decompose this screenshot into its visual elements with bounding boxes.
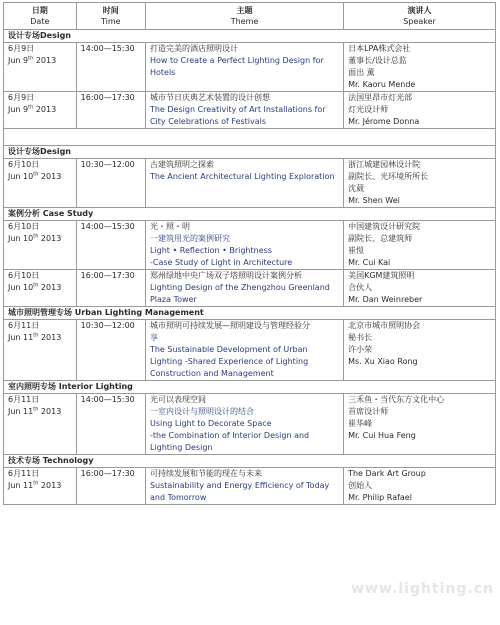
speaker-line: 首席设计师 (348, 407, 389, 416)
date-en (8, 282, 72, 294)
header-row (4, 3, 496, 30)
date-en (8, 332, 72, 344)
session-speaker (344, 159, 496, 208)
date-year: 2013 (38, 333, 62, 342)
theme-line: and Tomorrow (149, 493, 207, 502)
theme-line: The Design Creativity of Art Installations for (149, 105, 326, 114)
session-row (4, 43, 496, 92)
theme-line: -the Combination of Interior Design and (149, 431, 310, 440)
date-year: 2013 (38, 283, 62, 292)
session-theme (145, 394, 343, 455)
speaker-line: 崔华峰 (348, 419, 373, 428)
section-row (4, 208, 496, 221)
date-year: 2013 (38, 234, 62, 243)
speaker-line: 副院长、总建筑师 (348, 234, 413, 243)
section-title: 设计专场Design (4, 146, 496, 159)
speaker-line: 副院长、光环境所所长 (348, 172, 429, 181)
section-row (4, 146, 496, 159)
speaker-line: 面出 薰 (348, 68, 375, 77)
theme-line: Plaza Tower (149, 295, 197, 304)
speaker-line: 法国里昂市灯光部 (348, 93, 413, 102)
theme-line: Using Light to Decorate Space (149, 419, 272, 428)
session-time: 10:30—12:00 (76, 320, 145, 381)
theme-line: Construction and Management (149, 369, 274, 378)
watermark: www.lighting.cn (351, 581, 494, 597)
session-date (4, 320, 77, 381)
theme-line: Light • Reflection • Brightness (149, 246, 272, 255)
speaker-line: 中国建筑设计研究院 (348, 222, 421, 231)
session-row (4, 159, 496, 208)
date-en-day: Jun 11 (8, 407, 34, 416)
section-row (4, 30, 496, 43)
speaker-line: Mr. Kaoru Mende (348, 80, 416, 89)
date-zh: 6月9日 (8, 44, 35, 53)
session-speaker (344, 270, 496, 307)
session-speaker (344, 92, 496, 129)
session-date (4, 468, 77, 505)
theme-line: 城市照明可持续发展—照明建设与管理经验分 (149, 321, 310, 330)
speaker-line: Mr. Shen Wei (348, 196, 400, 205)
date-suffix: th (28, 104, 34, 111)
date-en (8, 480, 72, 492)
session-date (4, 43, 77, 92)
session-row (4, 92, 496, 129)
date-suffix: th (33, 406, 39, 413)
date-suffix: th (33, 282, 39, 289)
section-title: 设计专场Design (4, 30, 496, 43)
session-speaker (344, 394, 496, 455)
header-date: 日期 Date (4, 3, 77, 30)
session-time: 10:30—12:00 (76, 159, 145, 208)
speaker-line: Ms. Xu Xiao Rong (348, 357, 418, 366)
date-zh: 6月9日 (8, 93, 35, 102)
date-year: 2013 (38, 407, 62, 416)
session-theme (145, 221, 343, 270)
session-date (4, 270, 77, 307)
date-year: 2013 (38, 481, 62, 490)
speaker-line: 北京市城市照明协会 (348, 321, 421, 330)
date-en-day: Jun 9 (8, 56, 29, 65)
theme-line: The Ancient Architectural Lighting Exploration (149, 172, 335, 181)
date-en-day: Jun 11 (8, 333, 34, 342)
section-row (4, 307, 496, 320)
date-suffix: th (28, 55, 34, 62)
theme-line: Sustainability and Energy Efficiency of Today (149, 481, 330, 490)
spacer-cell (4, 129, 496, 146)
date-zh: 6月11日 (8, 321, 40, 330)
date-en-day: Jun 10 (8, 172, 34, 181)
date-en-day: Jun 10 (8, 234, 34, 243)
date-zh: 6月10日 (8, 271, 40, 280)
date-en (8, 171, 72, 183)
theme-line: 光・照・明 (149, 222, 190, 231)
date-en-day: Jun 9 (8, 105, 29, 114)
session-time: 14:00—15:30 (76, 394, 145, 455)
speaker-line: 崔愷 (348, 246, 365, 255)
theme-line: 享 (149, 333, 158, 342)
theme-line: Hotels (149, 68, 176, 77)
theme-line: City Celebrations of Festivals (149, 117, 267, 126)
section-title: 城市照明管理专场 Urban Lighting Management (4, 307, 496, 320)
speaker-line: Mr. Jérome Donna (348, 117, 420, 126)
theme-line: 一室内设计与照明设计的结合 (149, 407, 254, 416)
theme-line: 可持续发展和节能的现在与未来 (149, 469, 262, 478)
date-en-day: Jun 10 (8, 283, 34, 292)
session-theme (145, 159, 343, 208)
theme-line: 一建筑用光的案例研究 (149, 234, 230, 243)
header-speaker: 演讲人 Speaker (344, 3, 496, 30)
speaker-line: Mr. Cui Kai (348, 258, 391, 267)
session-speaker (344, 43, 496, 92)
session-speaker (344, 221, 496, 270)
date-en (8, 406, 72, 418)
date-en-day: Jun 11 (8, 481, 34, 490)
session-date (4, 159, 77, 208)
session-theme (145, 92, 343, 129)
speaker-line: Mr. Cui Hua Feng (348, 431, 416, 440)
theme-line: The Sustainable Development of Urban (149, 345, 308, 354)
speaker-line: 秘书长 (348, 333, 373, 342)
session-time: 16:00—17:30 (76, 270, 145, 307)
speaker-line: 合伙人 (348, 283, 373, 292)
spacer-row (4, 129, 496, 146)
date-year: 2013 (33, 56, 57, 65)
session-date (4, 394, 77, 455)
speaker-line: 许小荣 (348, 345, 373, 354)
session-row (4, 221, 496, 270)
date-en (8, 55, 72, 67)
theme-line: How to Create a Perfect Lighting Design for (149, 56, 324, 65)
session-theme (145, 270, 343, 307)
theme-line: Lighting -Shared Experience of Lighting (149, 357, 309, 366)
session-speaker (344, 320, 496, 381)
date-zh: 6月11日 (8, 395, 40, 404)
header-theme: 主题 Theme (145, 3, 343, 30)
speaker-line: 董事长/设计总监 (348, 56, 407, 65)
session-speaker (344, 468, 496, 505)
date-zh: 6月10日 (8, 160, 40, 169)
theme-line: 郑州绿地中央广场双子塔照明设计案例分析 (149, 271, 302, 280)
speaker-line: 创始人 (348, 481, 373, 490)
header-time: 时间 Time (76, 3, 145, 30)
date-en (8, 104, 72, 116)
speaker-line: 美国KGM建筑照明 (348, 271, 415, 280)
session-date (4, 92, 77, 129)
session-row (4, 320, 496, 381)
session-row (4, 394, 496, 455)
date-year: 2013 (33, 105, 57, 114)
date-suffix: th (33, 171, 39, 178)
speaker-line: 沈葳 (348, 184, 365, 193)
section-row (4, 381, 496, 394)
session-time: 16:00—17:30 (76, 92, 145, 129)
date-zh: 6月10日 (8, 222, 40, 231)
date-year: 2013 (38, 172, 62, 181)
schedule-body (4, 30, 496, 505)
section-title: 技术专场 Technology (4, 455, 496, 468)
session-row (4, 270, 496, 307)
session-theme (145, 320, 343, 381)
theme-line: Lighting Design of the Zhengzhou Greenland (149, 283, 330, 292)
date-suffix: th (33, 480, 39, 487)
session-theme (145, 468, 343, 505)
speaker-line: 日本LPA株式会社 (348, 44, 411, 53)
session-date (4, 221, 77, 270)
theme-line: 光可以表现空间 (149, 395, 206, 404)
theme-line: -Case Study of Light in Architecture (149, 258, 293, 267)
speaker-line: Mr. Dan Weinreber (348, 295, 423, 304)
section-title: 案例分析 Case Study (4, 208, 496, 221)
theme-line: 古建筑照明之探索 (149, 160, 214, 169)
speaker-line: The Dark Art Group (348, 469, 426, 478)
speaker-line: 灯光设计师 (348, 105, 389, 114)
theme-line: 城市节日庆典艺术装置的设计创想 (149, 93, 270, 102)
date-suffix: th (33, 233, 39, 240)
date-en (8, 233, 72, 245)
section-title: 室内照明专场 Interior Lighting (4, 381, 496, 394)
date-suffix: th (33, 332, 39, 339)
theme-line: 打造完美的酒店照明设计 (149, 44, 238, 53)
speaker-line: 浙江城建园林设计院 (348, 160, 421, 169)
speaker-line: 三禾鱼・当代东方文化中心 (348, 395, 445, 404)
section-row (4, 455, 496, 468)
speaker-line: Mr. Philip Rafael (348, 493, 412, 502)
session-theme (145, 43, 343, 92)
session-row (4, 468, 496, 505)
date-zh: 6月11日 (8, 469, 40, 478)
session-time: 14:00—15:30 (76, 43, 145, 92)
session-time: 16:00—17:30 (76, 468, 145, 505)
session-time: 14:00—15:30 (76, 221, 145, 270)
schedule-table (3, 2, 496, 505)
theme-line: Lighting Design (149, 443, 213, 452)
